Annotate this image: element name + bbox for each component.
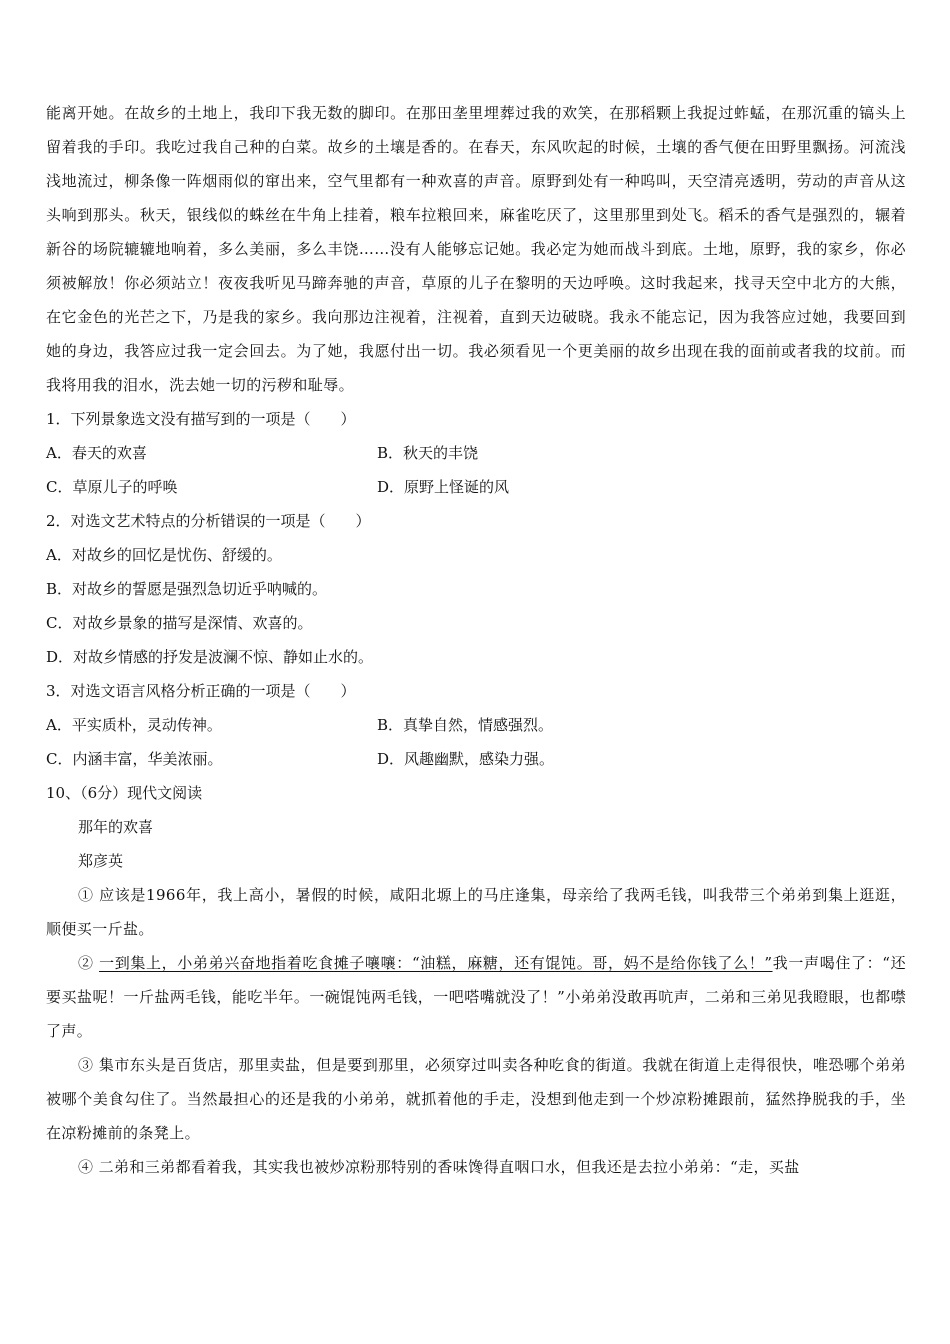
question-1-options-row-1 (46, 436, 906, 470)
question-1-stem: 1．下列景象选文没有描写到的一项是（ ） (46, 410, 356, 428)
article-title: 那年的欢喜 (78, 818, 154, 836)
question-3-option-a: A．平实质朴，灵动传神。 (46, 716, 222, 734)
question-1-options-row-2 (46, 470, 906, 504)
question-3-stem: 3．对选文语言风格分析正确的一项是（ ） (46, 682, 356, 700)
question-1-option-b: B．秋天的丰饶 (377, 444, 479, 462)
question-2-option-a: A．对故乡的回忆是忧伤、舒缓的。 (46, 546, 282, 564)
paragraph-2-rest: 我一声喝住了：“还要买盐呢！一斤盐两毛钱，能吃半年。一碗馄饨两毛钱，一吧嗒嘴就没了！”小弟弟没敢再吭声，二弟和三弟见我瞪眼，也都噤了声。 (46, 954, 906, 1040)
question-2-option-d: D．对故乡情感的抒发是波澜不惊、静如止水的。 (46, 648, 374, 666)
question-2-stem: 2．对选文艺术特点的分析错误的一项是（ ） (46, 512, 371, 530)
document-page (46, 96, 906, 1184)
question-3-option-c: C．内涵丰富，华美浓丽。 (46, 750, 223, 768)
question-2-option-c: C．对故乡景象的描写是深情、欢喜的。 (46, 614, 313, 632)
article-paragraph-3: ③ 集市东头是百货店，那里卖盐，但是要到那里，必须穿过叫卖各种吃食的街道。我就在街道上走得很快，唯恐哪个弟弟被哪个美食勾住了。当然最担心的还是我的小弟弟，就抓着他的手走，没想到他走到一个炒凉粉摊跟前，猛然挣脱我的手，坐在凉粉摊前的条凳上。 (46, 1056, 906, 1142)
question-1-option-c: C．草原儿子的呼唤 (46, 478, 178, 496)
paragraph-2-number: ② (78, 954, 100, 972)
article-paragraph-2 (46, 946, 906, 1048)
question-3-options-row-2 (46, 742, 906, 776)
article-author: 郑彦英 (78, 852, 124, 870)
question-1-option-d: D．原野上怪诞的风 (377, 478, 510, 496)
question-3-options-row-1 (46, 708, 906, 742)
section-10-heading: 10、（6分）现代文阅读 (46, 784, 203, 802)
question-2-option-b: B．对故乡的誓愿是强烈急切近乎呐喊的。 (46, 580, 328, 598)
passage-paragraph: 能离开她。在故乡的土地上，我印下我无数的脚印。在那田垄里埋葬过我的欢笑，在那稻颗上我捉过蚱蜢，在那沉重的镐头上留着我的手印。我吃过我自己种的白菜。故乡的土壤是香的。在春天，东风吹起的时候，土壤的香气便在田野里飘扬。河流浅浅地流过，柳条像一阵烟雨似的窜出来，空气里都有一种欢喜的声音。原野到处有一种呜叫，天空清亮透明，劳动的声音从这头响到那头。秋天，银线似的蛛丝在牛角上挂着，粮车拉粮回来，麻雀吃厌了，这里那里到处飞。稻禾的香气是强烈的，辗着新谷的场院辘辘地响着，多么美丽，多么丰饶……没有人能够忘记她。我必定为她而战斗到底。土地，原野，我的家乡，你必须被解放！你必须站立！夜夜我听见马蹄奔驰的声音，草原的儿子在黎明的天边呼唤。这时我起来，找寻天空中北方的大熊，在它金色的光芒之下，乃是我的家乡。我向那边注视着，注视着，直到天边破晓。我永不能忘记，因为我答应过她，我要回到她的身边，我答应过我一定会回去。为了她，我愿付出一切。我必须看见一个更美丽的故乡出现在我的面前或者我的坟前。而我将用我的泪水，洗去她一切的污秽和耻辱。 (46, 104, 906, 394)
question-3-option-d: D．风趣幽默，感染力强。 (377, 750, 555, 768)
question-1-option-a: A．春天的欢喜 (46, 444, 147, 462)
underlined-sentence: 一到集上，小弟弟兴奋地指着吃食摊子嚷嚷：“油糕，麻糖，还有馄饨。哥，妈不是给你钱了么！” (99, 954, 773, 972)
article-paragraph-4: ④ 二弟和三弟都看着我，其实我也被炒凉粉那特别的香味馋得直咽口水，但我还是去拉小弟弟：“走，买盐 (78, 1158, 800, 1176)
article-paragraph-1: ① 应该是1966年，我上高小，暑假的时候，咸阳北塬上的马庄逢集，母亲给了我两毛钱，叫我带三个弟弟到集上逛逛，顺便买一斤盐。 (46, 886, 906, 938)
question-3-option-b: B．真挚自然，情感强烈。 (377, 716, 554, 734)
